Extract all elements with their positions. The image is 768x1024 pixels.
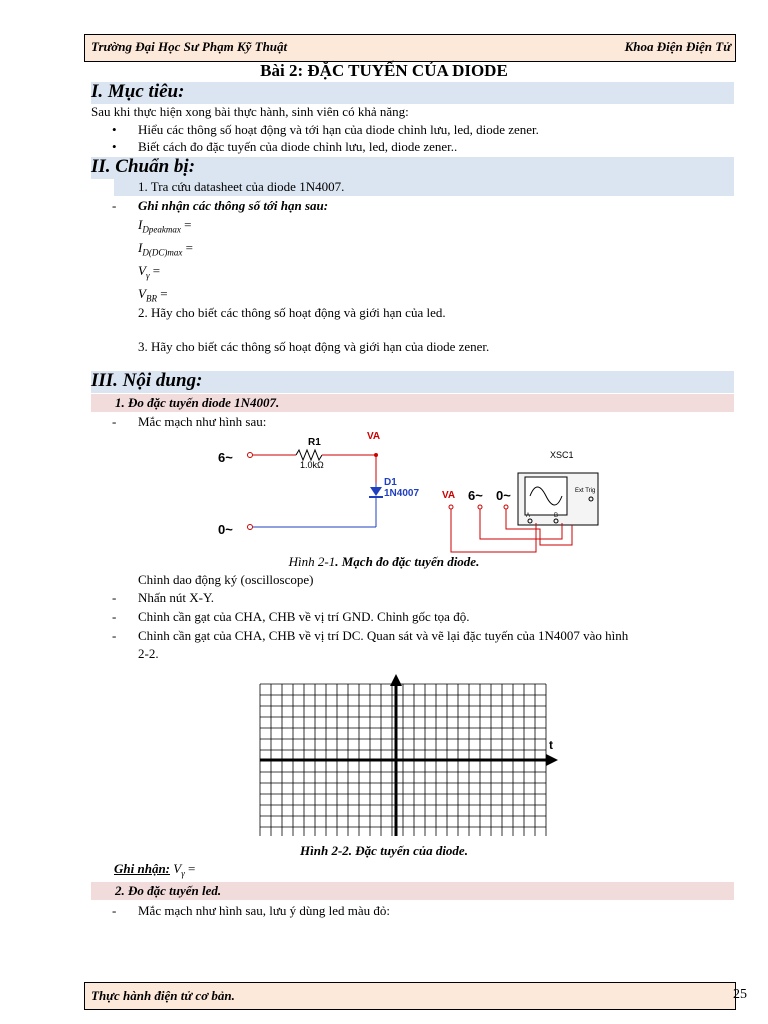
s2-item-2: 2. Hãy cho biết các thông số hoạt động và giới hạn của led.: [138, 305, 446, 320]
osc-input-6v: 6~: [468, 488, 483, 503]
characteristic-grid: [250, 672, 570, 842]
osc-b-label: B: [554, 513, 559, 519]
s3-step-5: - Mắc mạch như hình sau, lưu ý dùng led màu đỏ:: [112, 903, 391, 918]
osc-ext-trig: Ext Trig: [575, 488, 596, 494]
section-heading-2: [91, 157, 734, 179]
osc-input-va: VA: [442, 490, 456, 501]
resistor-icon: [296, 450, 322, 460]
subsection-2: [91, 882, 734, 900]
subsection-1: [91, 394, 734, 412]
subsection-1-title: 1. Đo đặc tuyến diode 1N4007.: [115, 395, 280, 410]
figure-2-1-caption: Hình 2-1. Mạch đo đặc tuyến diode.: [288, 554, 480, 569]
s3-step-2: - Nhấn nút X-Y.: [112, 590, 214, 605]
footer-course: Thực hành điện tử cơ bản.: [91, 988, 235, 1003]
source-6v-label: 6~: [218, 450, 233, 465]
diode-name: D1: [384, 477, 397, 488]
s2-item-1: 1. Tra cứu datasheet của diode 1N4007.: [138, 179, 345, 194]
s1-intro: Sau khi thực hiện xong bài thực hành, sinh viên có khả năng:: [91, 104, 409, 119]
s3-step-3: - Chỉnh cần gạt của CHA, CHB về vị trí GND. Chỉnh gốc tọa độ.: [112, 609, 470, 624]
section-heading-1: [91, 82, 734, 104]
s2-note: - Ghi nhận các thông số tới hạn sau:: [112, 198, 329, 213]
s3-step-1: - Mắc mạch như hình sau:: [112, 414, 267, 429]
osc-a-label: A: [526, 513, 531, 519]
section-1-title: I. Mục tiêu:: [91, 81, 185, 102]
diode-part: 1N4007: [384, 488, 420, 499]
diode-test-circuit: [200, 425, 620, 560]
formula-vgamma: $V_\gamma$ =: [138, 263, 161, 281]
osc-instruction: Chỉnh dao động ký (oscilloscope): [138, 572, 314, 587]
s3-step-4-cont: 2-2.: [138, 646, 159, 661]
section-2-title: II. Chuẩn bị:: [91, 156, 196, 177]
page-footer: [84, 982, 736, 1010]
s3-step-4: - Chỉnh cần gạt của CHA, CHB về vị trí DC. Quan sát và vẽ lại đặc tuyến của 1N4007 vào hình: [112, 628, 629, 643]
source-0v-label: 0~: [218, 522, 233, 537]
section-heading-3: [91, 371, 734, 393]
bullet-icon: •: [112, 139, 117, 154]
formula-idpeakmax: $I_{Dpeakmax}$ =: [138, 217, 192, 235]
osc-name: XSC1: [550, 450, 574, 460]
header-faculty: Khoa Điện Điện Tử: [624, 39, 731, 54]
diode-icon: [370, 487, 382, 496]
section-3-title: III. Nội dung:: [91, 370, 203, 391]
s1-bullet-1: • Hiểu các thông số hoạt động và tới hạn của diode chỉnh lưu, led, diode zener.: [112, 122, 539, 137]
resistor-value: 1.0kΩ: [300, 460, 324, 470]
axis-label-t: t: [549, 738, 553, 752]
osc-input-0v: 0~: [496, 488, 511, 503]
page-title: Bài 2: ĐẶC TUYẾN CỦA DIODE: [260, 61, 508, 80]
header-school: Trường Đại Học Sư Phạm Kỹ Thuật: [91, 39, 288, 54]
page-number: 25: [733, 987, 747, 1002]
resistor-name: R1: [308, 437, 321, 448]
page-header: [84, 34, 736, 62]
formula-vbr: $V_{BR}$ =: [138, 286, 168, 304]
figure-2-2-caption: Hình 2-2. Đặc tuyến của diode.: [300, 843, 468, 858]
y-axis-arrow-icon: [390, 674, 402, 686]
bullet-icon: •: [112, 122, 117, 137]
formula-iddcmax: $I_{D(DC)max}$ =: [138, 240, 193, 258]
s2-item-3: 3. Hãy cho biết các thông số hoạt động và giới hạn của diode zener.: [138, 339, 490, 354]
x-axis-arrow-icon: [546, 754, 558, 766]
note-vgamma: Ghi nhận: $V_\gamma$ =: [114, 861, 196, 879]
subsection-2-title: 2. Đo đặc tuyến led.: [115, 883, 222, 898]
s1-bullet-2: • Biết cách đo đặc tuyến của diode chỉnh lưu, led, diode zener..: [112, 139, 458, 154]
probe-va-label: VA: [367, 431, 381, 442]
